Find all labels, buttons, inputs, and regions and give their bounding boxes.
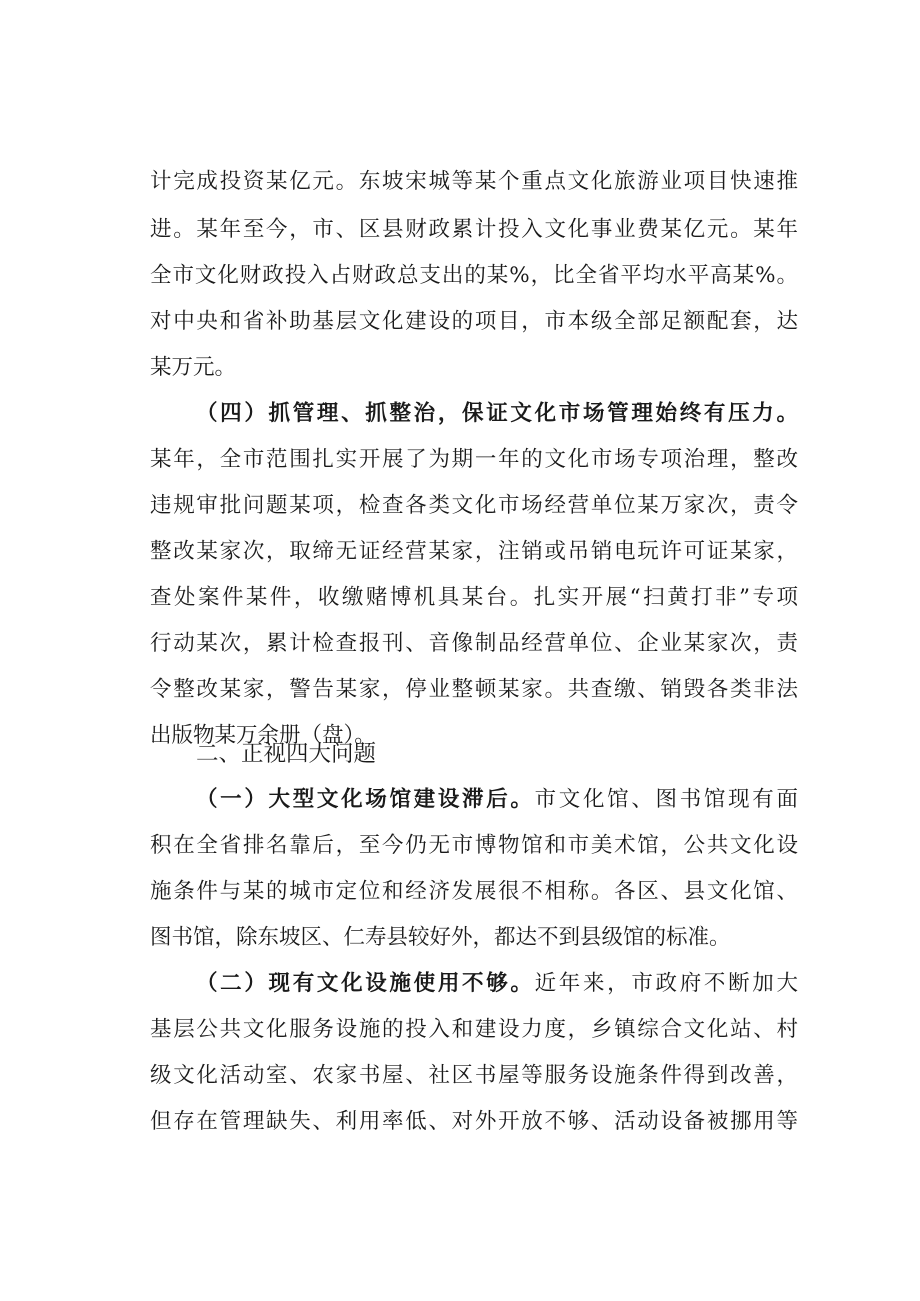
subsection-heading: （二）现有文化设施使用不够。 bbox=[196, 971, 535, 996]
text-line: 级文化活动室、农家书屋、社区书屋等服务设施条件得到改善， bbox=[150, 1063, 798, 1088]
text-line: 行动某次，累计检查报刊、音像制品经营单位、企业某家次，责 bbox=[150, 631, 798, 656]
text-line bbox=[196, 966, 798, 1002]
text-line: 但存在管理缺失、利用率低、对外开放不够、活动设备被挪用等 bbox=[150, 1109, 798, 1134]
text-line: 对中央和省补助基层文化建设的项目，市本级全部足额配套，达 bbox=[150, 309, 798, 334]
text-line: 出版物某万余册（盘）。 bbox=[150, 723, 376, 748]
section-title: 二、正视四大问题 bbox=[196, 741, 377, 767]
text-line: 全市文化财政投入占财政总支出的某%，比全省平均水平高某%。 bbox=[150, 263, 798, 288]
text-line: 积在全省排名靠后，至今仍无市博物馆和市美术馆，公共文化设 bbox=[150, 833, 798, 858]
text-run: 近年来，市政府不断加大 bbox=[534, 971, 798, 996]
text-run: 市文化馆、图书馆现有面 bbox=[534, 787, 798, 812]
text-line: 查处案件某件，收缴赌博机具某台。扎实开展“扫黄打非”专项 bbox=[150, 585, 798, 610]
text-line: 整改某家次，取缔无证经营某家，注销或吊销电玩许可证某家， bbox=[150, 539, 798, 564]
text-line bbox=[196, 782, 798, 818]
subsection-heading: （一）大型文化场馆建设滞后。 bbox=[196, 787, 535, 812]
text-line: 图书馆，除东坡区、仁寿县较好外，都达不到县级馆的标准。 bbox=[150, 925, 731, 950]
text-line: 某万元。 bbox=[150, 355, 237, 380]
text-line: 施条件与某的城市定位和经济发展很不相称。各区、县文化馆、 bbox=[150, 879, 798, 904]
subsection-heading: （四）抓管理、抓整治，保证文化市场管理始终有压力。 bbox=[196, 401, 798, 426]
text-line: 违规审批问题某项，检查各类文化市场经营单位某万家次，责令 bbox=[150, 493, 798, 518]
text-line: 进。某年至今，市、区县财政累计投入文化事业费某亿元。某年 bbox=[150, 217, 798, 242]
text-line: 基层公共文化服务设施的投入和建设力度，乡镇综合文化站、村 bbox=[150, 1017, 798, 1042]
text-line: 某年，全市范围扎实开展了为期一年的文化市场专项治理，整改 bbox=[150, 447, 798, 472]
text-line: 计完成投资某亿元。东坡宋城等某个重点文化旅游业项目快速推 bbox=[150, 169, 798, 194]
text-line: 令整改某家，警告某家，停业整顿某家。共查缴、销毁各类非法 bbox=[150, 677, 798, 702]
